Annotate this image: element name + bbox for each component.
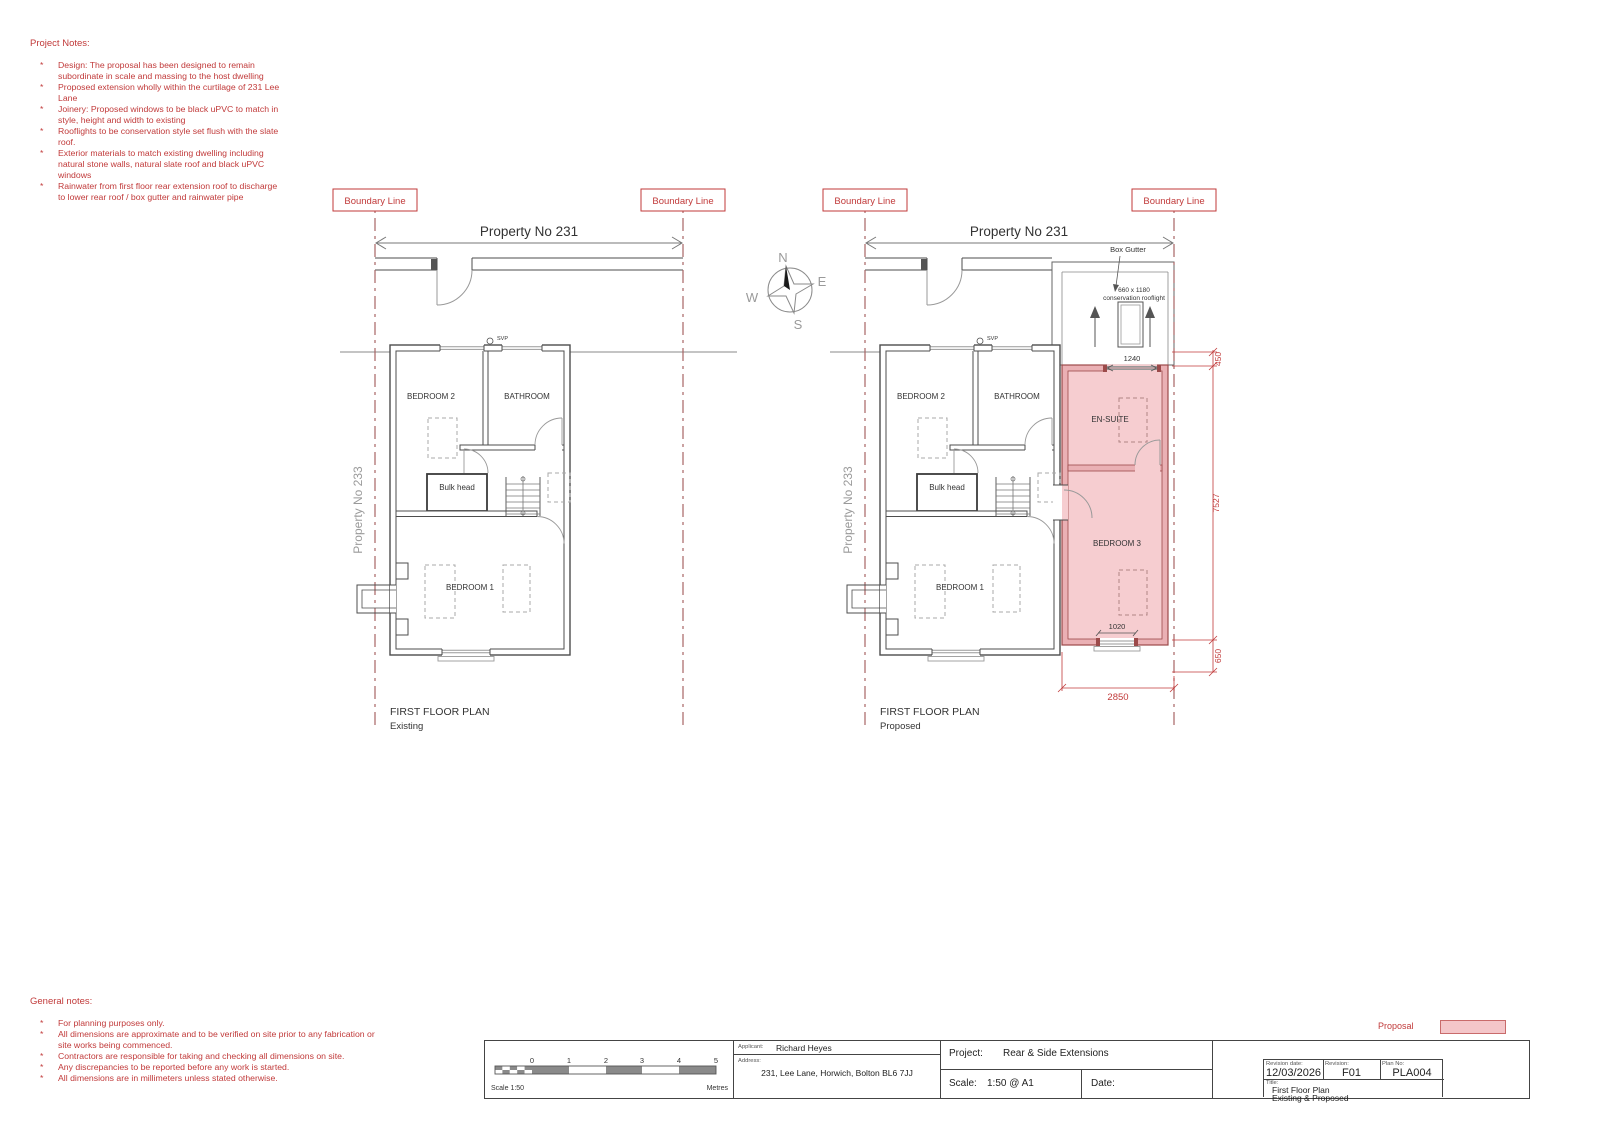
plan-proposed	[823, 189, 1223, 732]
compass-s: S	[793, 317, 803, 332]
scale-tick-1: 1	[566, 1056, 572, 1065]
dim-2850: 2850	[1107, 692, 1129, 703]
address-value: 231, Lee Lane, Horwich, Bolton BL6 7JJ	[761, 1068, 913, 1078]
room-label-bathroom: BATHROOM	[504, 392, 550, 401]
room-label-bedroom1: BEDROOM 1	[935, 583, 985, 592]
applicant-label: Applicant:	[738, 1044, 764, 1050]
legend-proposal-label: Proposal	[1378, 1021, 1414, 1031]
boundary-line-label: Boundary Line	[1143, 196, 1205, 207]
box-gutter-label: Box Gutter	[1110, 245, 1146, 254]
room-label-bulkhead: Bulk head	[929, 483, 965, 492]
property-231-label: Property No 231	[969, 224, 1069, 239]
room-label-bulkhead: Bulk head	[439, 483, 475, 492]
svp-label: SVP	[497, 336, 509, 342]
boundary-line-label: Boundary Line	[652, 196, 714, 207]
general-notes-title: General notes:	[30, 996, 93, 1007]
compass-n: N	[778, 250, 788, 265]
sheet-title-line2: Existing & Proposed	[1272, 1093, 1349, 1103]
boundary-line-label: Boundary Line	[344, 196, 406, 207]
general-note-item: * Contractors are responsible for taking and checking all dimensions on site.	[30, 1051, 378, 1062]
sheet-title-label: Title:	[1266, 1080, 1279, 1086]
compass-w: W	[745, 290, 759, 305]
project-value: Rear & Side Extensions	[1003, 1048, 1109, 1059]
plan-existing	[333, 189, 737, 732]
scale-tick-5: 5	[713, 1056, 719, 1065]
applicant-value: Richard Heyes	[776, 1043, 832, 1053]
applicant-cell	[734, 1041, 941, 1098]
address-label: Address:	[738, 1058, 761, 1064]
rooflight-type-label: conservation rooflight	[1103, 295, 1165, 302]
plan-no-value: PLA004	[1392, 1067, 1432, 1079]
proposed-extension	[1053, 365, 1168, 652]
bottom-dimension-lines	[1058, 652, 1178, 692]
project-note-item: * Design: The proposal has been designed to remain subordinate in scale and massing to the host dwelling	[30, 60, 282, 82]
scale-tick-0: 0	[529, 1056, 535, 1065]
general-note-item: * All dimensions are approximate and to be verified on site prior to any fabrication or site works being commenced.	[30, 1029, 378, 1051]
sheet-title-line1: First Floor Plan	[1272, 1085, 1330, 1095]
room-label-bedroom2: BEDROOM 2	[896, 392, 946, 401]
room-label-bedroom1: BEDROOM 1	[445, 583, 495, 592]
room-label-bedroom2: BEDROOM 2	[406, 392, 456, 401]
date-label: Date:	[1091, 1078, 1115, 1089]
scale-value: 1:50 @ A1	[987, 1078, 1034, 1089]
project-notes-title: Project Notes:	[30, 38, 90, 49]
revision-date-label: Revision date:	[1266, 1061, 1303, 1067]
general-note-item: * Any discrepancies to be reported before any work is started.	[30, 1062, 378, 1073]
title-block	[484, 1040, 1530, 1103]
revision-block	[1263, 1059, 1443, 1103]
scale-ratio-label: Scale 1:50	[491, 1085, 525, 1092]
dim-650: 650	[1213, 648, 1223, 664]
project-note-item: * Rooflights to be conservation style set flush with the slate roof.	[30, 126, 282, 148]
legend-proposal-swatch	[1440, 1020, 1506, 1034]
plan-caption-title: FIRST FLOOR PLAN	[880, 706, 980, 718]
project-note-item: * Exterior materials to match existing dwelling including natural stone walls, natural slate roof and black uPVC windows	[30, 148, 282, 181]
general-note-item: * All dimensions are in millimeters unless stated otherwise.	[30, 1073, 378, 1084]
scale-bar-cell	[485, 1041, 734, 1098]
plan-caption-proposed: Proposed	[880, 721, 921, 732]
project-label: Project:	[949, 1048, 983, 1059]
property-233-label: Property No 233	[351, 466, 365, 554]
compass-e: E	[817, 274, 827, 289]
revision-value: F01	[1342, 1067, 1361, 1079]
property-231-label: Property No 231	[479, 224, 579, 239]
project-note-item: * Proposed extension wholly within the curtilage of 231 Lee Lane	[30, 82, 282, 104]
scale-tick-2: 2	[603, 1056, 609, 1065]
plan-no-label: Plan No:	[1382, 1061, 1405, 1067]
box-gutter-roof	[1052, 256, 1174, 365]
scale-tick-3: 3	[639, 1056, 645, 1065]
scale-units-label: Metres	[706, 1085, 728, 1092]
scale-bar-segments	[495, 1066, 716, 1074]
svp-label: SVP	[987, 336, 999, 342]
scale-bar	[485, 1041, 734, 1098]
general-note-item: * For planning purposes only.	[30, 1018, 378, 1029]
plan-caption-existing: Existing	[390, 721, 424, 732]
dim-7527: 7527	[1211, 493, 1221, 513]
scale-tick-4: 4	[676, 1056, 682, 1065]
project-cell	[941, 1041, 1213, 1098]
compass-rose	[746, 250, 827, 332]
dim-450: 450	[1213, 351, 1223, 367]
revision-date-value: 12/03/2026	[1266, 1067, 1322, 1079]
room-label-bathroom: BATHROOM	[994, 392, 1040, 401]
dim-1240: 1240	[1123, 354, 1141, 363]
scale-label: Scale:	[949, 1078, 977, 1089]
rooflight-size-label: 660 x 1180	[1118, 287, 1150, 294]
room-label-ensuite: EN-SUITE	[1091, 415, 1129, 424]
revision-label: Revision:	[1325, 1061, 1349, 1067]
dim-1020: 1020	[1108, 622, 1126, 631]
room-label-bedroom3: BEDROOM 3	[1092, 539, 1142, 548]
plan-caption-title: FIRST FLOOR PLAN	[390, 706, 490, 718]
property-233-label: Property No 233	[841, 466, 855, 554]
project-note-item: * Joinery: Proposed windows to be black uPVC to match in style, height and width to existing	[30, 104, 282, 126]
boundary-line-label: Boundary Line	[834, 196, 896, 207]
project-note-item: * Rainwater from first floor rear extension roof to discharge to lower rear roof / box gutter and rainwater pipe	[30, 181, 282, 203]
